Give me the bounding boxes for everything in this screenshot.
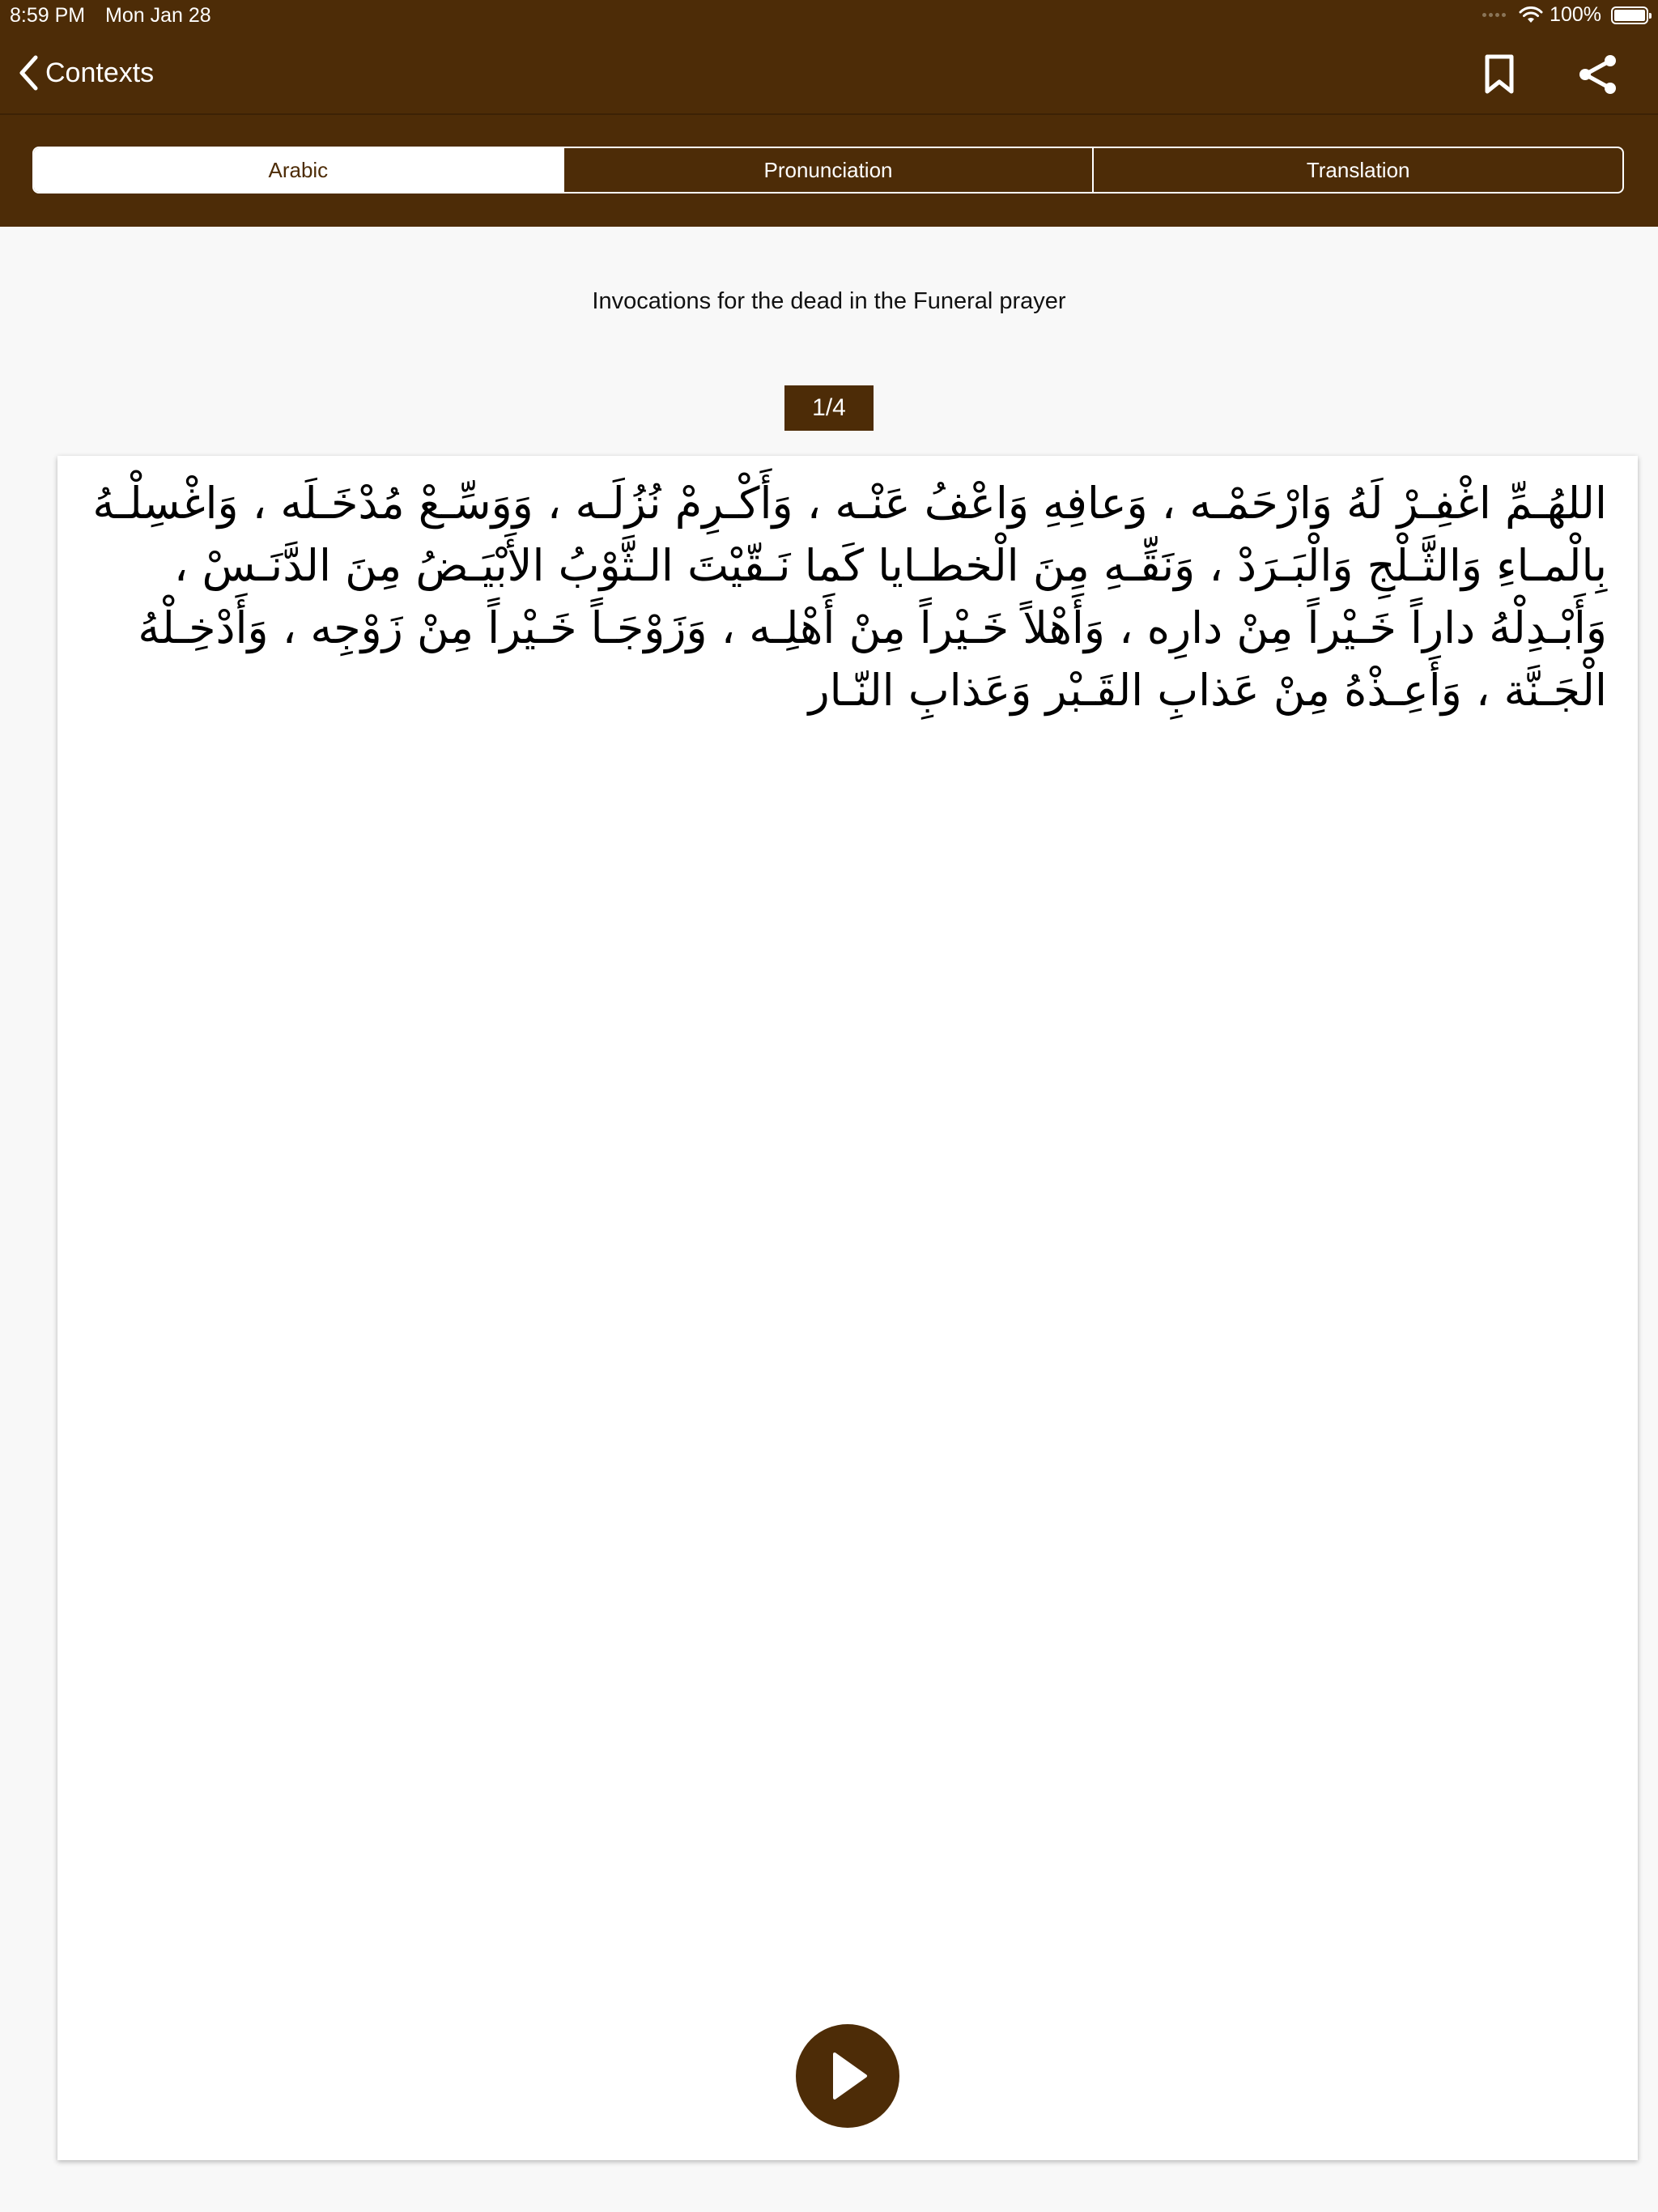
- wifi-icon: [1519, 6, 1543, 24]
- battery-icon: [1611, 6, 1648, 24]
- language-segmented-control: [32, 147, 1624, 194]
- status-indicators: [1482, 3, 1648, 27]
- dua-card: [57, 456, 1638, 2160]
- arabic-dua-text: اللهُـمِّ اغْفِـرْ لَهُ وَارْحَمْـه ، وَعافِهِ وَاعْفُ عَنْـه ، وَأَكْـرِمْ نُزُلَـه ، وَوَسِّـعْ مُدْخَـلَه ، وَاغْسِلْـهُ بِالْمـاءِ وَالثَّـلْجِ وَالْبَـرَدْ ، وَنَقِّـهِ مِنَ الْخطـايا كَما نَـقّيْتَ الـثَّوْبُ الأَبْيَـضُ مِنَ الدَّنَـسْ ، وَأَبْـدِلْهُ داراً خَـيْراً مِنْ دارِه ، وَأَهْلاً خَـيْراً مِنْ أَهْلِـه ، وَزَوْجَـاً خَـيْراً مِنْ زَوْجِه ، وَأَدْخِـلْهُ الْجَـنَّة ، وَأَعِـذْهُ مِنْ عَذابِ القَـبْر وَعَذابِ النّـار: [92, 478, 1607, 716]
- back-button[interactable]: [18, 49, 154, 97]
- header: [0, 0, 1658, 227]
- signal-icon: [1482, 13, 1506, 17]
- back-button-label: Contexts: [45, 57, 155, 88]
- share-icon: [1577, 53, 1619, 96]
- share-button[interactable]: [1574, 50, 1622, 99]
- status-date: Mon Jan 28: [105, 4, 211, 27]
- bookmark-icon: [1483, 54, 1516, 95]
- tab-arabic[interactable]: Arabic: [34, 148, 563, 192]
- tab-translation[interactable]: Translation: [1092, 148, 1622, 192]
- status-time: 8:59 PM: [10, 4, 86, 27]
- page-indicator: 1/4: [784, 385, 874, 431]
- chevron-left-icon: [18, 55, 39, 91]
- bookmark-button[interactable]: [1475, 50, 1524, 99]
- battery-percent: 100%: [1550, 3, 1601, 26]
- context-title: Invocations for the dead in the Funeral prayer: [592, 288, 1066, 314]
- navigation-bar: [0, 32, 1658, 113]
- nav-divider: [0, 113, 1658, 115]
- tab-pronunciation[interactable]: Pronunciation: [563, 148, 1093, 192]
- status-bar: [0, 0, 1658, 32]
- play-button[interactable]: [796, 2024, 899, 2128]
- play-icon: [825, 2051, 870, 2101]
